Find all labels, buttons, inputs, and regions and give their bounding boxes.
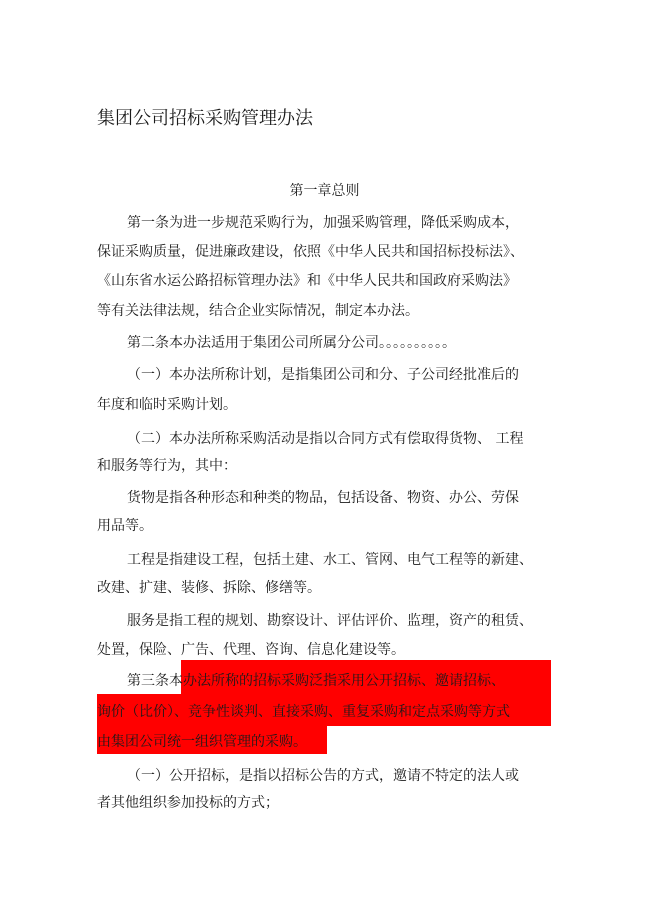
paragraph-line: 第二条本办法适用于集团公司所属分公司。。。。。。。。。。 bbox=[127, 335, 456, 351]
paragraph-line: 等有关法律法规，结合企业实际情况，制定本办法。 bbox=[97, 303, 419, 319]
paragraph-line: 货物是指各种形态和种类的物品，包括设备、物资、办公、劳保 bbox=[127, 490, 519, 506]
paragraph-line: 由集团公司统一组织管理的采购。 bbox=[97, 734, 307, 750]
paragraph-line: 询价（比价）、竞争性谈判、直接采购、重复采购和定点采购等方式 bbox=[97, 704, 510, 720]
paragraph-line: 服务是指工程的规划、勘察设计、评估评价、监理，资产的租赁、 bbox=[127, 613, 533, 629]
document-title: 集团公司招标采购管理办法 bbox=[97, 108, 313, 129]
paragraph-line: （二）本办法所称采购活动是指以合同方式有偿取得货物、 工程 bbox=[127, 431, 524, 447]
paragraph-line: 年度和临时采购计划。 bbox=[97, 397, 237, 413]
paragraph-line: 保证采购质量，促进廉政建设，依照《中华人民共和国招标投标法》、 bbox=[97, 244, 524, 260]
paragraph-line: （一）公开招标，是指以招标公告的方式，邀请不特定的法人或 bbox=[127, 768, 519, 784]
paragraph-line: 工程是指建设工程，包括土建、水工、管网、电气工程等的新建、 bbox=[127, 552, 533, 568]
paragraph-line: 者其他组织参加投标的方式； bbox=[97, 795, 279, 811]
paragraph-line: 《山东省水运公路招标管理办法》和《中华人民共和国政府采购法》 bbox=[97, 273, 517, 289]
chapter-heading: 第一章总则 bbox=[289, 183, 360, 199]
paragraph-line: 处置，保险、广告、代理、咨询、信息化建设等。 bbox=[97, 642, 405, 658]
paragraph-line: 改建、扩建、装修、拆除、修缮等。 bbox=[97, 580, 321, 596]
paragraph-line: 和服务等行为，其中： bbox=[97, 458, 237, 474]
paragraph-line: （一）本办法所称计划，是指集团公司和分、子公司经批准后的 bbox=[127, 367, 519, 383]
paragraph-line: 第一条为进一步规范采购行为，加强采购管理，降低采购成本， bbox=[127, 215, 519, 231]
paragraph-line: 第三条本办法所称的招标采购泛指采用公开招标、邀请招标、 bbox=[127, 673, 505, 689]
paragraph-line: 用品等。 bbox=[97, 518, 153, 534]
